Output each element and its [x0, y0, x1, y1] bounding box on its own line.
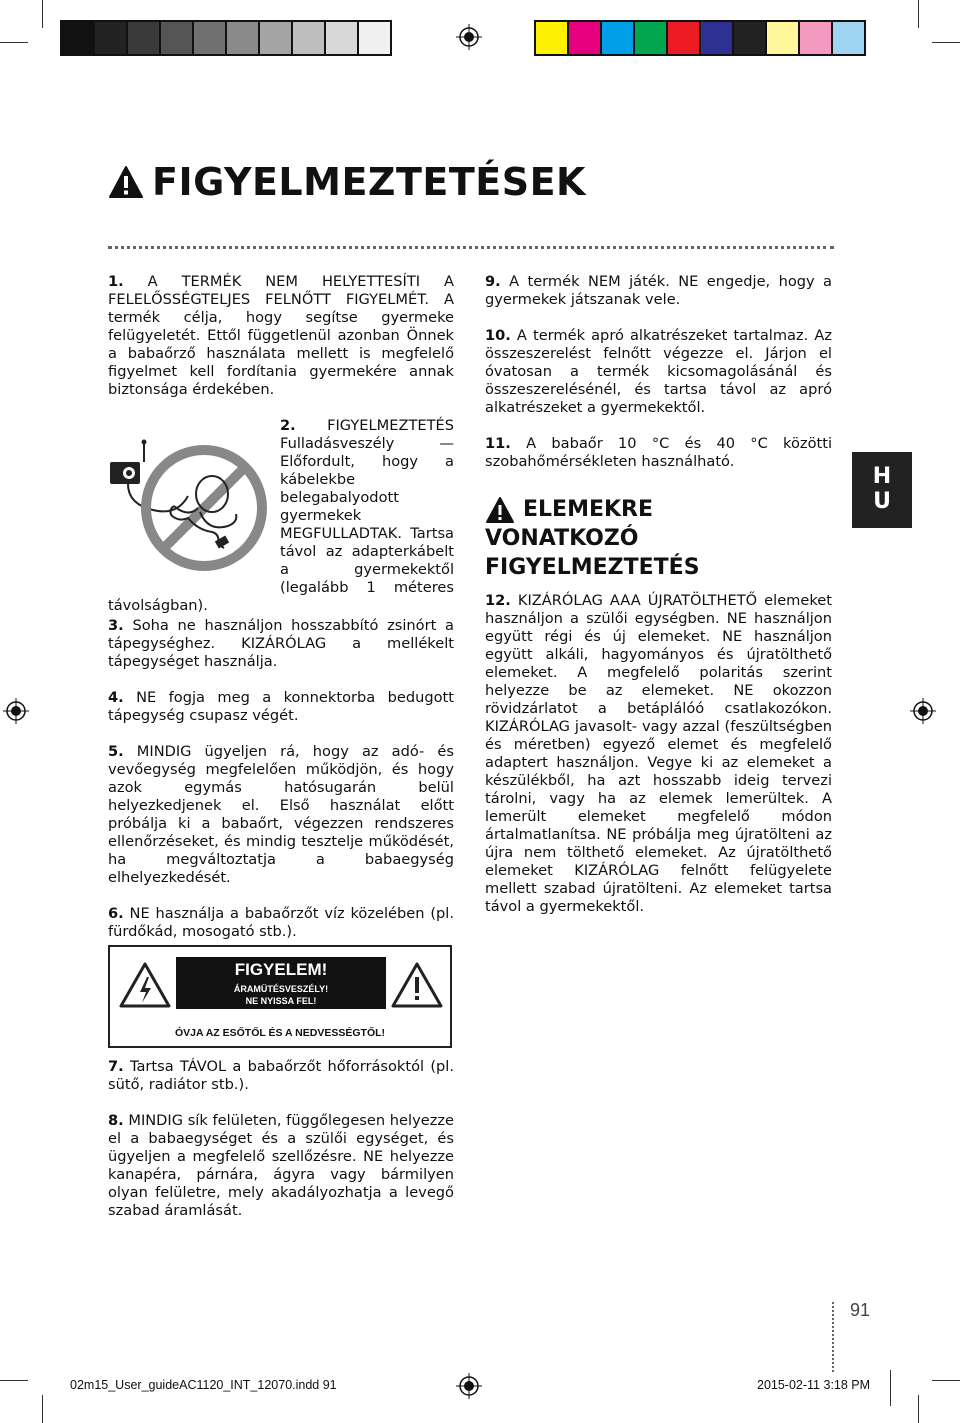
language-tab-letter: U	[873, 489, 891, 514]
battery-warning-heading	[485, 495, 700, 582]
strangulation-hazard-icon	[108, 436, 274, 578]
page-title	[108, 160, 586, 204]
item-text: MINDIG ügyeljen rá, hogy az adó- és vevőegység megfelelően működjön, és hogy azok egymás hatósugarán belül helyezkedjenek el. Első használat előtt próbálja ki a babaőrt, végezzen rendszeres ellenőrzéseket, és mindig tesztelje működését, ha megváltoztatja a babaegység elhelyezkedését.	[108, 743, 454, 886]
item-text: Soha ne használjon hosszabbító zsinórt a tápegységhez. KIZÁRÓLAG a mellékelt tápegységet használja.	[108, 617, 455, 670]
color-swatch	[95, 22, 128, 54]
right-column-bottom	[485, 592, 832, 934]
grayscale-colorbar	[60, 20, 392, 56]
color-swatch	[260, 22, 293, 54]
warning-line: NE NYISSA FEL!	[245, 996, 317, 1006]
item-text: A termék NEM játék. NE engedje, hogy a gyermekek játszanak vele.	[485, 273, 833, 308]
color-swatch	[293, 22, 326, 54]
color-swatch	[326, 22, 359, 54]
lightning-warning-icon	[118, 961, 172, 1009]
color-swatch	[536, 22, 569, 54]
warning-heading: FIGYELEM!	[234, 960, 328, 979]
footer-date: 2015-02-11 3:18 PM	[757, 1378, 871, 1392]
color-swatch	[194, 22, 227, 54]
page-title-text: FIGYELMEZTETÉSEK	[152, 160, 586, 204]
color-colorbar	[534, 20, 866, 56]
color-swatch	[569, 22, 602, 54]
color-swatch	[635, 22, 668, 54]
dotted-divider	[108, 246, 834, 249]
color-swatch	[227, 22, 260, 54]
subheading-line: FIGYELMEZTETÉS	[485, 555, 700, 580]
crop-mark	[42, 1395, 43, 1423]
item-text: A babaőr 10 °C és 40 °C közötti szobahőmérsékleten használható.	[485, 435, 832, 470]
language-tab	[852, 452, 912, 528]
color-swatch	[701, 22, 734, 54]
registration-mark-icon	[456, 1373, 482, 1399]
item-number: 11.	[485, 435, 511, 452]
item-text: FIGYELMEZTETÉS Fulladásveszély — Előfordult, hogy a kábelekbe belegabalyodott gyermekek MEGFULLADTAK. Tartsa távol az adapterkábelt a gyermekektől (legalább 1 méteres távolságban).	[108, 417, 454, 614]
crop-mark	[918, 0, 919, 28]
item-text: MINDIG sík felületen, függőlegesen helyezze el a babaegységet és a szülői egységet, és ügyeljen a megfelelő szellőzésre. NE helyezze kanapéra, párnára, ágyra vagy bármilyen olyan felületre, mely akadályozhatja a levegő szabad áramlását.	[108, 1112, 454, 1219]
page-number-rule	[832, 1302, 834, 1372]
registration-mark-icon	[3, 698, 29, 724]
warning-item	[108, 689, 454, 725]
language-tab-letter: H	[872, 464, 892, 489]
right-column	[485, 273, 832, 489]
subheading-line: VONATKOZÓ	[485, 526, 639, 551]
color-swatch	[668, 22, 701, 54]
item-number: 12.	[485, 592, 511, 609]
warning-item	[108, 1058, 454, 1094]
item-number: 7.	[108, 1058, 124, 1075]
item-text: NE fogja meg a konnektorba bedugott tápegység csupasz végét.	[108, 689, 454, 724]
warning-item	[485, 273, 832, 309]
crop-mark	[918, 1395, 919, 1423]
page-number: 91	[850, 1300, 871, 1320]
subheading-line: ELEMEKRE	[523, 497, 654, 522]
warning-item	[485, 435, 832, 471]
item-text: A TERMÉK NEM HELYETTESÍTI A FELELŐSSÉGTELJES FELNŐTT FIGYELMÉT. A termék célja, hogy segítse gyermeke felügyeletét. Ettől függetlenül azonban Önnek a babaőrző használata mellett is megfelelő figyelmet kell fordítania gyermekére annak biztonsága érdekében.	[108, 273, 454, 398]
item-number: 1.	[108, 273, 124, 290]
warning-item	[485, 592, 832, 916]
color-swatch	[767, 22, 800, 54]
color-swatch	[128, 22, 161, 54]
item-text: NE használja a babaőrzőt víz közelében (pl. fürdőkád, mosogató stb.).	[108, 905, 455, 940]
color-swatch	[161, 22, 194, 54]
warning-item	[108, 1112, 454, 1220]
warning-bottom-text: ÓVJA AZ ESŐTŐL ÉS A NEDVESSÉGTŐL!	[174, 1027, 386, 1039]
color-swatch	[800, 22, 833, 54]
warning-item	[108, 743, 454, 887]
warning-triangle-icon	[108, 165, 144, 199]
warning-banner	[176, 957, 386, 1009]
left-column-middle	[108, 617, 454, 959]
color-swatch	[734, 22, 767, 54]
item-number: 9.	[485, 273, 501, 290]
item-number: 10.	[485, 327, 511, 344]
electric-shock-warning-label	[108, 945, 452, 1048]
item-text: Tartsa TÁVOL a babaőrzőt hőforrásoktól (pl. sütő, radiátor stb.).	[108, 1058, 454, 1093]
warning-item	[108, 273, 454, 399]
registration-mark-icon	[910, 698, 936, 724]
crop-mark	[932, 42, 960, 43]
warning-line: ÁRAMÜTÉSVESZÉLY!	[233, 984, 329, 994]
item-text: KIZÁRÓLAG AAA ÚJRATÖLTHETŐ elemeket használjon a szülői egységben. NE használjon együtt régi és új elemeket. NE használjon együtt alkáli, hagyományos és újratölthető elemeket. A megfelelő polaritás szerint helyezze be az elemeket. NE okozzon rövidzárlatot a betáplálóó csatlakozókon. KIZÁRÓLAG javasolt- vagy azzal (feszültségben és méretben) egyező elemet és megfelelő adaptert használjon. Vegye ki az elemeket a készülékből, ha azt hosszabb ideig tervezi tárolni, vagy ha az elemek lemerültek. A lemerült elemeket megfelelő módon ártalmatlanítsa. NE próbálja meg újratölteni az újra nem tölthető elemeket. Az újratölthető elemeket KIZÁRÓLAG felnőtt felügyelete mellett szabad újratölteni. Az elemeket tartsa távol a gyermekektől.	[485, 592, 833, 915]
warning-item	[485, 327, 832, 417]
crop-mark	[42, 0, 43, 28]
footer-filename: 02m15_User_guideAC1120_INT_12070.indd 91	[70, 1378, 337, 1392]
registration-mark-icon	[456, 24, 482, 50]
color-swatch	[62, 22, 95, 54]
exclamation-warning-icon	[390, 961, 444, 1009]
color-swatch	[359, 22, 390, 54]
color-swatch	[833, 22, 864, 54]
item-text: A termék apró alkatrészeket tartalmaz. Az összeszerelést felnőtt végezze el. Járjon el óvatosan a termék kicsomagolásánál és összeszerelésénél, és tartsa távol az apró alkatrészeket a gyermekektől.	[485, 327, 832, 416]
item-number: 2.	[280, 417, 296, 434]
item-number: 3.	[108, 617, 124, 634]
item-number: 6.	[108, 905, 124, 922]
item-number: 5.	[108, 743, 124, 760]
crop-mark	[890, 1370, 891, 1406]
color-swatch	[602, 22, 635, 54]
crop-mark	[0, 1380, 28, 1381]
warning-item	[108, 617, 454, 671]
item-number: 8.	[108, 1112, 124, 1129]
warning-item	[108, 905, 454, 941]
left-column-bottom	[108, 1058, 454, 1238]
crop-mark	[932, 1380, 960, 1381]
crop-mark	[0, 42, 28, 43]
warning-triangle-icon	[485, 496, 515, 524]
item-number: 4.	[108, 689, 124, 706]
